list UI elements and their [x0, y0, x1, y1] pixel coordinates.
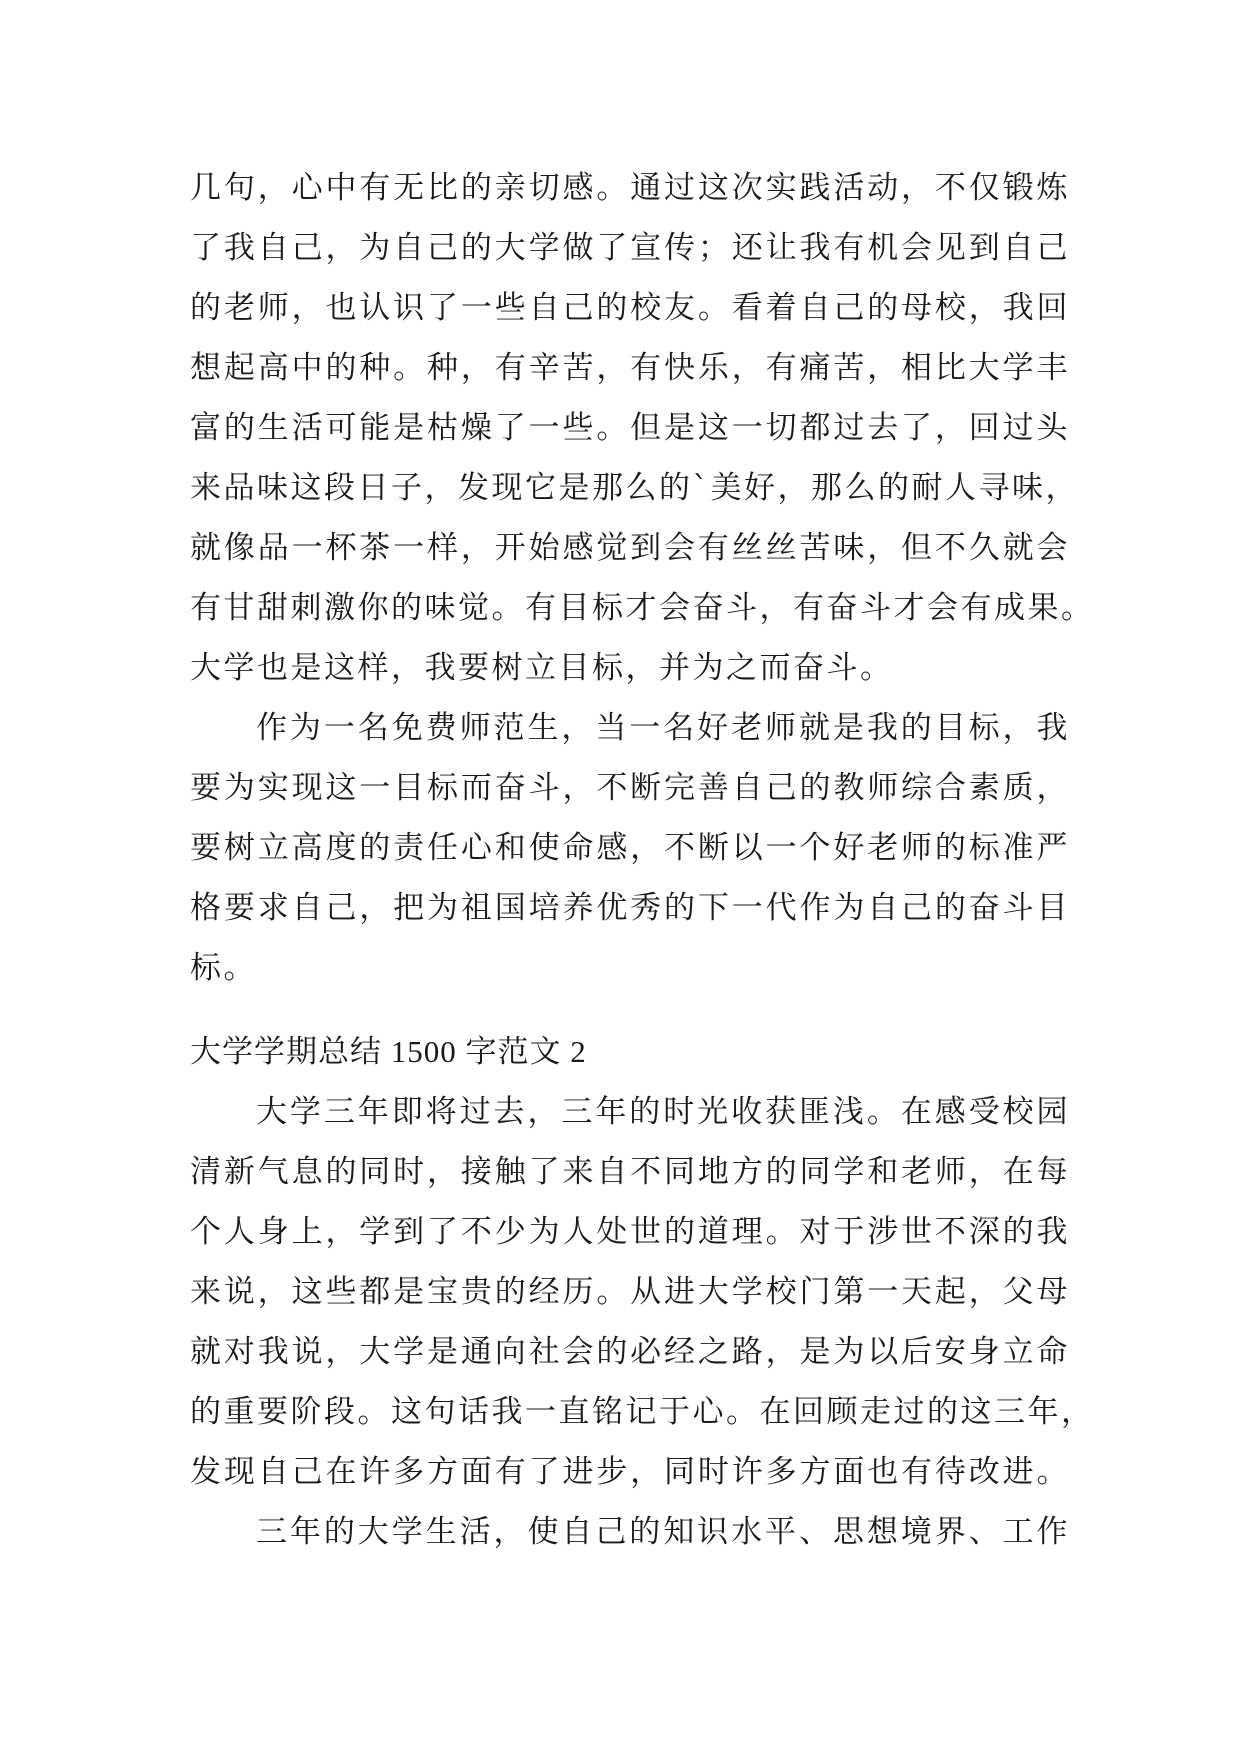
paragraph-3-line-5: 就对我说，大学是通向社会的必经之路，是为以后安身立命 [190, 1334, 1070, 1370]
paragraph-1-line-7: 就像品一杯茶一样，开始感觉到会有丝丝苦味，但不久就会 [190, 530, 1070, 566]
paragraph-3-line-3: 个人身上，学到了不少为人处世的道理。对于涉世不深的我 [190, 1214, 1070, 1250]
paragraph-1-line-1: 几句，心中有无比的亲切感。通过这次实践活动，不仅锻炼 [190, 170, 1070, 206]
paragraph-1-line-5: 富的生活可能是枯燥了一些。但是这一切都过去了，回过头 [190, 410, 1070, 446]
paragraph-1-line-6: 来品味这段日子，发现它是那么的`美好，那么的耐人寻味， [190, 470, 1079, 506]
paragraph-2-line-1: 作为一名免费师范生，当一名好老师就是我的目标，我 [256, 710, 1070, 746]
paragraph-3-line-1: 大学三年即将过去，三年的时光收获匪浅。在感受校园 [256, 1094, 1070, 1130]
section-heading: 大学学期总结 1500 字范文 2 [190, 1034, 587, 1069]
paragraph-4-line-1: 三年的大学生活，使自己的知识水平、思想境界、工作 [256, 1514, 1070, 1550]
paragraph-3-line-4: 来说，这些都是宝贵的经历。从进大学校门第一天起，父母 [190, 1274, 1070, 1310]
paragraph-1-line-2: 了我自己，为自己的大学做了宣传；还让我有机会见到自己 [190, 230, 1070, 266]
paragraph-1-line-9: 大学也是这样，我要树立目标，并为之而奋斗。 [190, 650, 894, 686]
paragraph-3-line-7: 发现自己在许多方面有了进步，同时许多方面也有待改进。 [190, 1454, 1070, 1490]
paragraph-3-line-2: 清新气息的同时，接触了来自不同地方的同学和老师，在每 [190, 1154, 1070, 1190]
paragraph-3-line-6: 的重要阶段。这句话我一直铭记于心。在回顾走过的这三年， [190, 1394, 1095, 1430]
paragraph-1-line-3: 的老师，也认识了一些自己的校友。看着自己的母校，我回 [190, 290, 1070, 326]
paragraph-1-line-8: 有甘甜刺激你的味觉。有目标才会奋斗，有奋斗才会有成果。 [190, 590, 1095, 626]
paragraph-1-line-4: 想起高中的种。种，有辛苦，有快乐，有痛苦，相比大学丰 [190, 350, 1070, 386]
paragraph-2-line-5: 标。 [190, 950, 257, 986]
paragraph-2-line-2: 要为实现这一目标而奋斗，不断完善自己的教师综合素质， [190, 770, 1070, 806]
paragraph-2-line-4: 格要求自己，把为祖国培养优秀的下一代作为自己的奋斗目 [190, 890, 1070, 926]
paragraph-2-line-3: 要树立高度的责任心和使命感，不断以一个好老师的标准严 [190, 830, 1070, 866]
